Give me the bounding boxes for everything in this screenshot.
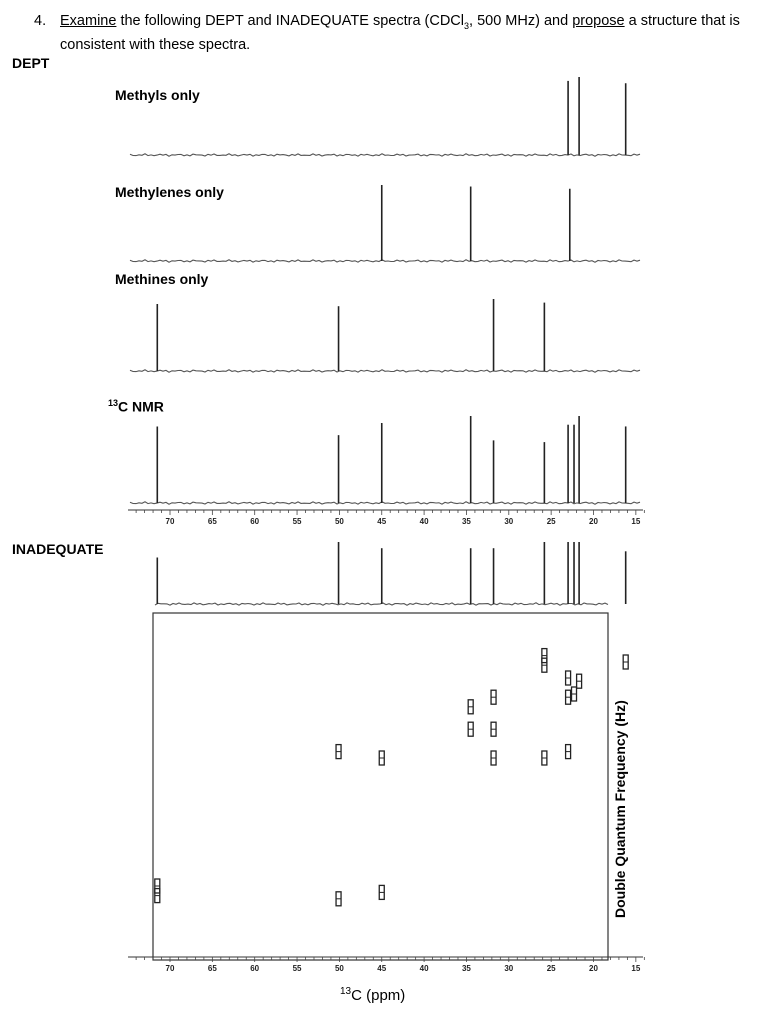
question-number: 4. bbox=[34, 13, 47, 29]
inadequate-2d-plot bbox=[0, 610, 766, 980]
tick-label-45: 45 bbox=[377, 517, 387, 526]
tick-label-70: 70 bbox=[165, 964, 175, 973]
tick-label-50: 50 bbox=[334, 517, 344, 526]
subtitle-methylenes: Methylenes only bbox=[115, 184, 224, 200]
tick-label-15: 15 bbox=[631, 517, 641, 526]
tick-label-40: 40 bbox=[419, 964, 429, 973]
subtitle-methyls: Methyls only bbox=[115, 87, 200, 103]
section-inadequate: INADEQUATE bbox=[12, 541, 104, 557]
c13-spectrum bbox=[0, 410, 766, 535]
subtitle-c13: $^{13}$C NMR bbox=[108, 398, 164, 415]
question-text: Examine the following DEPT and INADEQUATE spectra (CDCl$_3$, 500 MHz) and propose a structure that is consistent with these spectra. bbox=[60, 13, 740, 53]
baseline bbox=[130, 260, 640, 262]
examine-word: Examine bbox=[60, 13, 117, 29]
tick-label-25: 25 bbox=[546, 517, 556, 526]
y-axis-label: Double Quantum Frequency (Hz) bbox=[612, 700, 628, 918]
tick-label-25: 25 bbox=[546, 964, 556, 973]
inadequate-projection bbox=[0, 535, 766, 610]
tick-label-30: 30 bbox=[504, 517, 514, 526]
subtitle-methines: Methines only bbox=[115, 271, 209, 287]
tick-label-35: 35 bbox=[461, 517, 471, 526]
tick-label-70: 70 bbox=[165, 517, 175, 526]
methyls-spectrum bbox=[0, 70, 766, 165]
tick-label-50: 50 bbox=[334, 964, 344, 973]
tick-label-65: 65 bbox=[207, 964, 217, 973]
tick-label-45: 45 bbox=[377, 964, 387, 973]
section-dept: DEPT bbox=[12, 55, 50, 71]
baseline bbox=[130, 502, 640, 504]
tick-label-60: 60 bbox=[250, 517, 260, 526]
tick-label-30: 30 bbox=[504, 964, 514, 973]
baseline bbox=[130, 154, 640, 156]
tick-label-20: 20 bbox=[589, 964, 598, 973]
tick-label-15: 15 bbox=[631, 964, 641, 973]
tick-label-35: 35 bbox=[461, 964, 471, 973]
tick-label-20: 20 bbox=[589, 517, 598, 526]
tick-label-40: 40 bbox=[419, 517, 429, 526]
tick-label-60: 60 bbox=[250, 964, 260, 973]
tick-label-65: 65 bbox=[207, 517, 217, 526]
methines-spectrum bbox=[0, 290, 766, 375]
plot-frame bbox=[153, 613, 608, 960]
tick-label-55: 55 bbox=[292, 517, 302, 526]
methylenes-spectrum bbox=[0, 180, 766, 265]
x-axis-label: $^{13}$C (ppm) bbox=[340, 986, 406, 1004]
baseline bbox=[130, 370, 640, 372]
tick-label-55: 55 bbox=[292, 964, 302, 973]
propose-word: propose bbox=[572, 13, 625, 29]
